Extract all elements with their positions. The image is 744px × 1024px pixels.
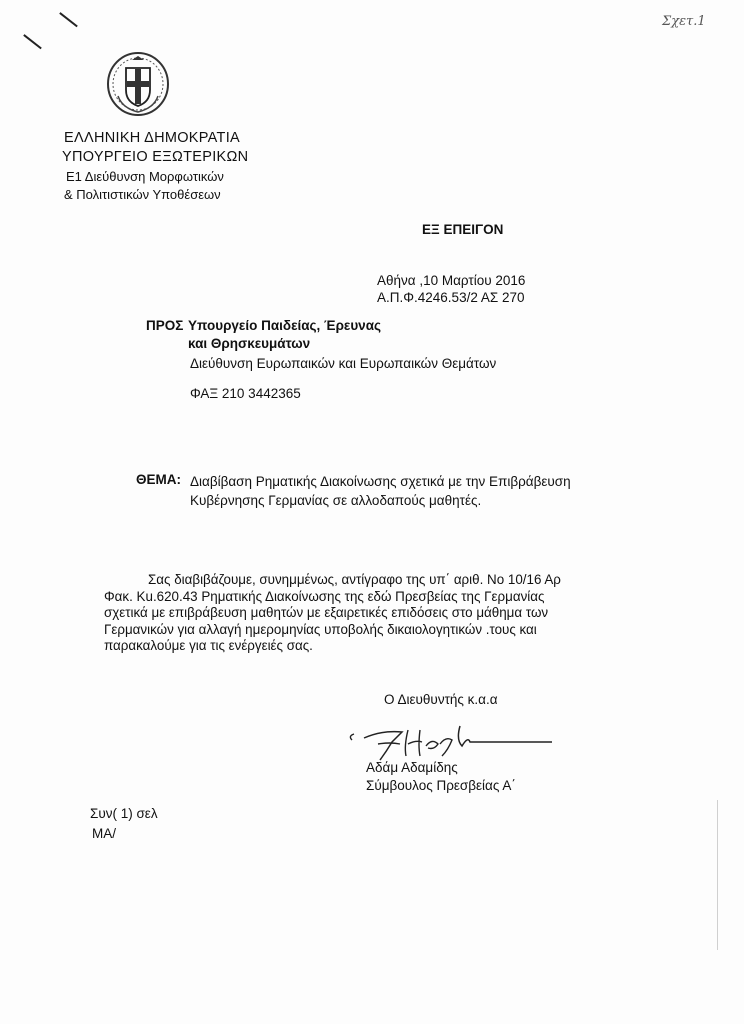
- initials-note: ΜΑ/: [92, 826, 117, 841]
- body-line: σχετικά με επιβράβευση μαθητών με εξαιρετικές επιδόσεις στο μάθημα των: [104, 605, 549, 620]
- subject-line-1: Διαβίβαση Ρηματικής Διακοίνωσης σχετικά με την Επιβράβευση: [190, 474, 571, 489]
- body-line: Γερμανικών για αλλαγή ημερομηνίας υποβολής δικαιολογητικών .τους και: [104, 622, 537, 637]
- protocol-number: Α.Π.Φ.4246.53/2 ΑΣ 270: [377, 290, 525, 305]
- coat-of-arms-emblem: [102, 48, 174, 120]
- header-directorate: Ε1 Διεύθυνση Μορφωτικών: [66, 169, 224, 184]
- urgency-label: ΕΞ ΕΠΕΙΓΟΝ: [422, 222, 504, 237]
- handwritten-signature: [342, 716, 562, 764]
- recipient-ministry: Υπουργείο Παιδείας, Έρευνας: [188, 318, 382, 333]
- signatory-title: Ο Διευθυντής κ.α.α: [384, 692, 498, 707]
- subject-label: ΘΕΜΑ:: [136, 472, 181, 487]
- recipient-fax: ΦΑΞ 210 3442365: [190, 386, 301, 401]
- body-line: Φακ. Κu.620.43 Ρηματικής Διακοίνωσης της εδώ Πρεσβείας της Γερμανίας: [104, 589, 545, 604]
- header-ministry: ΥΠΟΥΡΓΕΙΟ ΕΞΩΤΕΡΙΚΩΝ: [62, 149, 249, 165]
- handwritten-note: Σχετ.1: [662, 14, 706, 29]
- recipient-ministry-cont: και Θρησκευμάτων: [188, 336, 311, 351]
- header-country: ΕΛΛΗΝΙΚΗ ΔΗΜΟΚΡΑΤΙΑ: [64, 130, 241, 146]
- signatory-name: Αδάμ Αδαμίδης: [366, 760, 458, 775]
- scan-mark: [60, 12, 78, 27]
- date-line: Αθήνα ,10 Μαρτίου 2016: [377, 273, 526, 288]
- scan-mark: [24, 34, 42, 49]
- scan-edge-line: [717, 800, 718, 950]
- body-line: παρακαλούμε για τις ενέργειές σας.: [104, 638, 313, 653]
- header-department: & Πολιτιστικών Υποθέσεων: [64, 187, 221, 202]
- body-line: Σας διαβιβάζουμε, συνημμένως, αντίγραφο της υπ΄ αριθ. Νο 10/16 Αρ: [148, 572, 561, 587]
- signatory-role: Σύμβουλος Πρεσβείας Α΄: [366, 778, 516, 793]
- recipient-directorate: Διεύθυνση Ευρωπαικών και Ευρωπαικών Θεμάτων: [190, 356, 497, 371]
- enclosure-note: Συν( 1) σελ: [90, 806, 158, 821]
- subject-line-2: Κυβέρνησης Γερμανίας σε αλλοδαπούς μαθητές.: [190, 493, 482, 508]
- recipient-prefix: ΠΡΟΣ: [146, 318, 184, 333]
